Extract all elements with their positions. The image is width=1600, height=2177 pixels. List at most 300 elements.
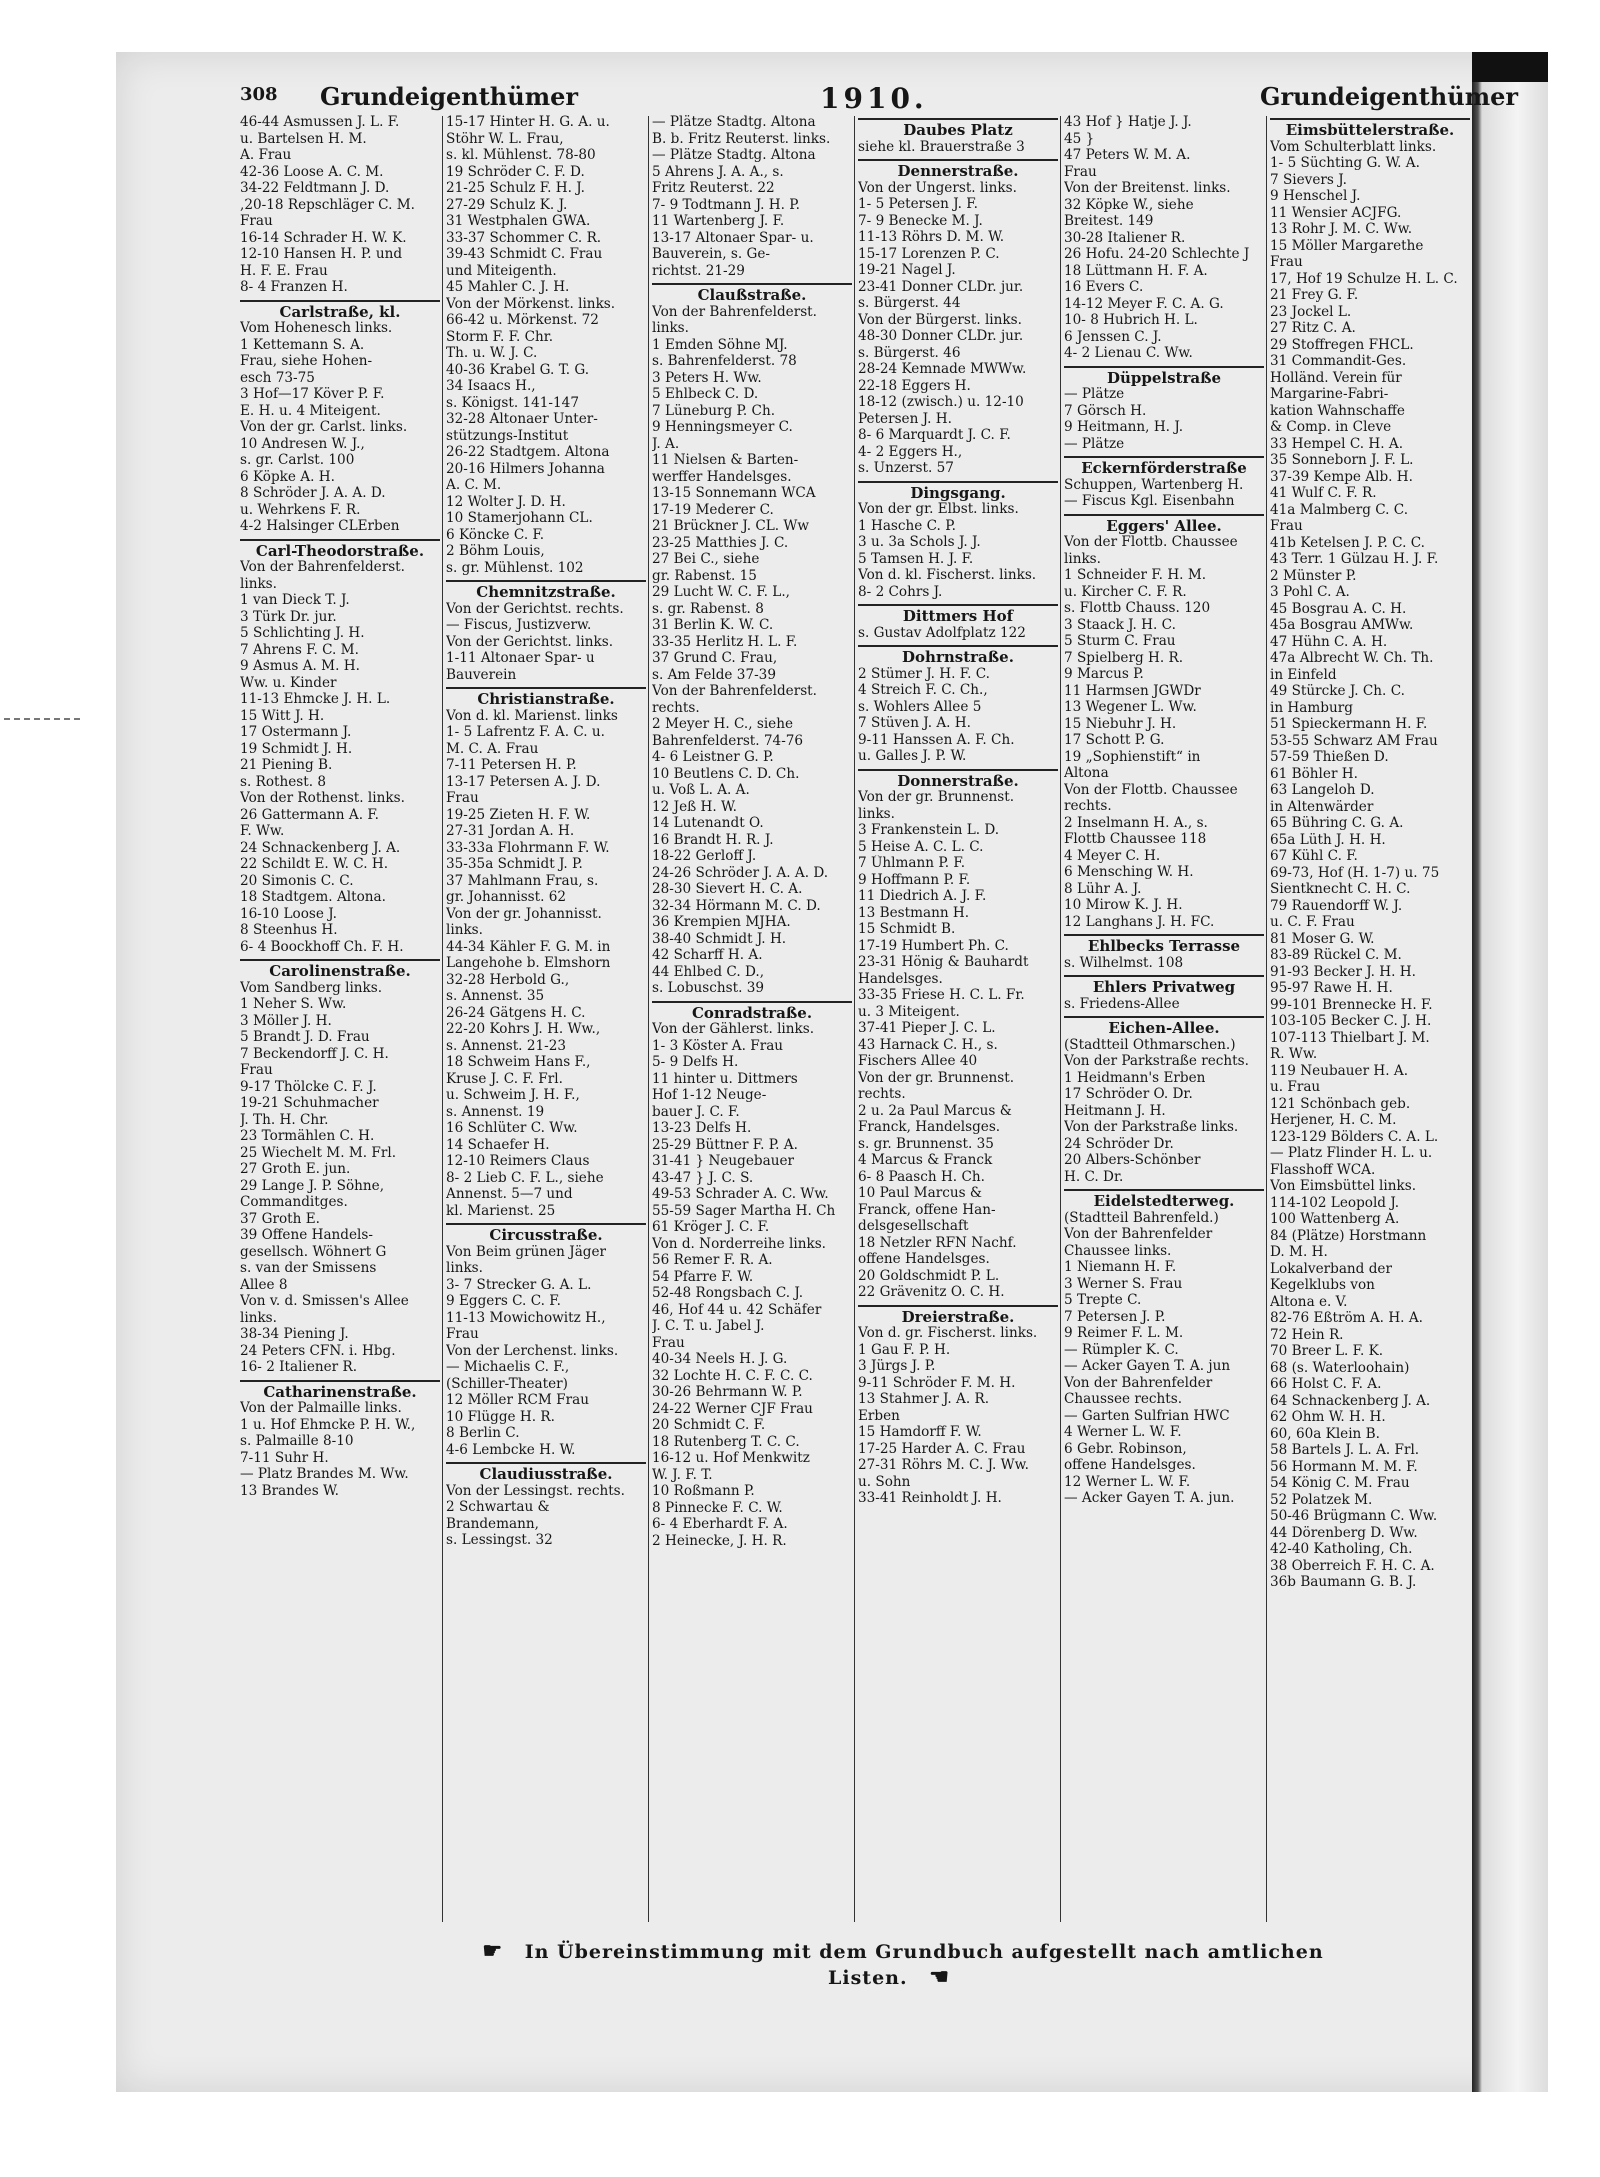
directory-entry: 45 Mahler C. J. H. <box>446 279 570 295</box>
directory-entry: Altona <box>1064 765 1109 781</box>
directory-entry: Handelsges. <box>858 970 943 987</box>
directory-entry: s. Flottb Chauss. 120 <box>1064 600 1211 616</box>
directory-entry: 7-11 Petersen H. P. <box>446 757 577 773</box>
directory-entry: 26-22 Stadtgem. Altona <box>446 444 610 460</box>
directory-entry: 1- 5 Petersen J. F. <box>858 196 978 212</box>
directory-entry: J. Th. H. Chr. <box>240 1111 329 1128</box>
directory-entry: 1- 5 Süchting G. W. A. <box>1270 155 1420 171</box>
directory-entry: 15 Hamdorff F. W. <box>858 1424 982 1440</box>
directory-entry: links. <box>240 575 277 592</box>
directory-entry: 11 Nielsen & Barten- <box>652 452 799 468</box>
directory-entry: 72 Hein R. <box>1270 1326 1344 1343</box>
directory-entry: Von der gr. Brunnenst. <box>858 789 1015 805</box>
directory-entry: M. C. A. Frau <box>446 740 539 757</box>
directory-entry: 9-11 Schröder F. M. H. <box>858 1374 1016 1391</box>
directory-entry: in Einfeld <box>1270 666 1337 683</box>
directory-entry: 52-48 Rongsbach C. J. <box>652 1285 804 1301</box>
directory-entry: Von der Lessingst. rechts. <box>446 1482 625 1499</box>
directory-entry: 20 Goldschmidt P. L. <box>858 1267 1000 1284</box>
directory-entry: 11-13 Ehmcke J. H. L. <box>240 691 391 707</box>
street-heading: Dohrnstraße. <box>858 645 1058 666</box>
directory-entry: Storm F. F. Chr. <box>446 328 554 345</box>
directory-entry: 70 Breer L. F. K. <box>1270 1343 1384 1359</box>
directory-entry: 1- 3 Köster A. Frau <box>652 1037 784 1054</box>
directory-entry: 13 Rohr J. M. C. Ww. <box>1270 221 1413 237</box>
directory-entry: 28-30 Sievert H. C. A. <box>652 881 803 897</box>
directory-entry: offene Handelsges. <box>1064 1457 1196 1473</box>
directory-column-2 <box>446 114 646 1924</box>
directory-entry: 5 Ahrens J. A. A., s. <box>652 163 784 180</box>
directory-entry: 119 Neubauer H. A. <box>1270 1062 1409 1079</box>
directory-entry: 25 Wiechelt M. M. Frl. <box>240 1144 397 1161</box>
directory-entry: 99-101 Brennecke H. F. <box>1270 996 1433 1013</box>
pointing-hand-left-icon: ☛ <box>482 1938 504 1964</box>
directory-entry: Von der Breitenst. links. <box>1064 180 1231 196</box>
footer-text: In Übereinstimmung mit dem Grundbuch aufgestellt nach amtlichen Listen. <box>524 1941 1324 1989</box>
directory-entry: 34 Isaacs H., <box>446 378 536 394</box>
directory-entry: Breitest. 149 <box>1064 213 1154 229</box>
directory-entry: 6 Gebr. Robinson, <box>1064 1440 1187 1457</box>
directory-entry: kation Wahnschaffe <box>1270 402 1405 419</box>
directory-entry: 5- 9 Delfs H. <box>652 1054 739 1070</box>
directory-entry: 10 Flügge H. R. <box>446 1408 555 1425</box>
directory-entry: 9 Hoffmann P. F. <box>858 871 971 888</box>
directory-entry: 14 Schaefer H. <box>446 1136 550 1153</box>
directory-entry: 4 Streich F. C. Ch., <box>858 682 988 698</box>
directory-entry: 47a Albrecht W. Ch. Th. <box>1270 650 1434 666</box>
directory-entry: 9 Marcus P. <box>1064 666 1144 682</box>
directory-entry: 123-129 Bölders C. A. L. <box>1270 1128 1439 1145</box>
directory-entry: Von der Bahrenfelder <box>1064 1226 1213 1242</box>
directory-entry: Von der Lerchenst. links. <box>446 1342 619 1359</box>
directory-entry: Bahrenfelderst. 74-76 <box>652 732 804 749</box>
directory-entry: 26-24 Gätgens H. C. <box>446 1004 586 1021</box>
directory-entry: 21 Frey G. F. <box>1270 287 1359 303</box>
directory-entry: 16-12 u. Hof Menkwitz <box>652 1450 810 1466</box>
directory-entry: 4- 2 Lienau C. Ww. <box>1064 345 1193 361</box>
directory-entry: s. Königst. 141-147 <box>446 394 579 411</box>
directory-entry: 12 Langhans J. H. FC. <box>1064 913 1215 930</box>
directory-entry: 13-15 Sonnemann WCA <box>652 485 816 501</box>
column-rule <box>1060 116 1061 1922</box>
directory-entry: 67 Kühl C. F. <box>1270 848 1358 864</box>
street-heading: Eggers' Allee. <box>1064 514 1264 535</box>
directory-entry: 45 Bosgrau A. C. H. <box>1270 600 1407 617</box>
directory-entry: 1 Neher S. Ww. <box>240 996 347 1012</box>
directory-entry: 8 Steenhus H. <box>240 922 338 938</box>
directory-entry: 6 Köncke C. F. <box>446 526 545 543</box>
directory-entry: 6- 4 Eberhardt F. A. <box>652 1516 788 1532</box>
directory-entry: 41b Ketelsen J. P. C. C. <box>1270 534 1425 551</box>
directory-entry: 56 Remer F. R. A. <box>652 1252 773 1268</box>
directory-entry: u. 3 Miteigent. <box>858 1003 960 1020</box>
directory-entry: s. Palmaille 8-10 <box>240 1433 354 1449</box>
directory-column-1 <box>240 114 440 1924</box>
directory-entry: Frau, siehe Hohen- <box>240 353 373 369</box>
directory-entry: 51 Spieckermann H. F. <box>1270 716 1428 732</box>
directory-entry: 3 Pohl C. A. <box>1270 584 1350 600</box>
directory-entry: 3 Hof—17 Köver P. F. <box>240 386 385 402</box>
directory-entry: s. Wilhelmst. 108 <box>1064 954 1184 971</box>
directory-entry: 9 Heitmann, H. J. <box>1064 419 1184 435</box>
directory-entry: 46-44 Asmussen J. L. F. <box>240 114 400 130</box>
directory-entry: 27-31 Jordan A. H. <box>446 823 575 839</box>
directory-entry: Von der Parkstraße links. <box>1064 1119 1239 1135</box>
directory-column-5 <box>1064 114 1264 1924</box>
directory-entry: 19 Schmidt J. H. <box>240 740 353 757</box>
page-number: 308 <box>240 84 278 105</box>
directory-entry: 24 Schnackenberg J. A. <box>240 839 401 856</box>
directory-entry: 79 Rauendorff W. J. <box>1270 897 1403 914</box>
directory-entry: 12-10 Reimers Claus <box>446 1153 590 1169</box>
directory-entry: 5 Brandt J. D. Frau <box>240 1029 370 1045</box>
street-heading: Ehlers Privatweg <box>1064 975 1264 996</box>
directory-entry: 81 Moser G. W. <box>1270 930 1375 947</box>
directory-entry: 12 Möller RCM Frau <box>446 1392 589 1408</box>
street-heading: Dreierstraße. <box>858 1305 1058 1326</box>
directory-entry: 31 Berlin K. W. C. <box>652 617 774 633</box>
directory-entry: Commanditges. <box>240 1194 348 1210</box>
directory-entry: Vom Sandberg links. <box>240 979 383 996</box>
street-heading: Catharinenstraße. <box>240 1380 440 1401</box>
directory-entry: 10 Stamerjohann CL. <box>446 510 593 526</box>
directory-entry: 16- 2 Italiener R. <box>240 1359 358 1375</box>
directory-entry: 29 Lucht W. C. F. L., <box>652 584 790 600</box>
directory-entry: 21-25 Schulz F. H. J. <box>446 180 585 196</box>
street-heading: Eimsbüttelerstraße. <box>1270 118 1470 139</box>
street-heading: Carolinenstraße. <box>240 959 440 980</box>
directory-column-6 <box>1270 114 1470 1924</box>
directory-entry: 26 Hofu. 24-20 Schlechte J <box>1064 246 1250 262</box>
directory-entry: D. M. H. <box>1270 1244 1328 1260</box>
directory-entry: 4- 2 Eggers H., <box>858 443 963 460</box>
directory-entry: 23-41 Donner CLDr. jur. <box>858 278 1024 295</box>
directory-entry: 3 Werner S. Frau <box>1064 1275 1183 1292</box>
directory-entry: 1 u. Hof Ehmcke P. H. W., <box>240 1416 416 1433</box>
directory-entry: Von Eimsbüttel links. <box>1270 1178 1417 1194</box>
column-rule <box>648 116 649 1922</box>
directory-entry: 52 Polatzek M. <box>1270 1491 1373 1508</box>
directory-entry: 41a Malmberg C. C. <box>1270 501 1409 518</box>
directory-entry: 1- 5 Lafrentz F. A. C. u. <box>446 724 605 740</box>
directory-entry: 6 Köpke A. H. <box>240 468 335 485</box>
directory-entry: 26 Gattermann A. F. <box>240 806 379 823</box>
page-header <box>240 76 1518 116</box>
directory-entry: 65a Lüth J. H. H. <box>1270 831 1386 848</box>
directory-entry: 1 Hasche C. P. <box>858 517 956 534</box>
directory-entry: s. Gustav Adolfplatz 122 <box>858 624 1026 641</box>
directory-entry: 23 Jockel L. <box>1270 303 1352 320</box>
directory-column-3 <box>652 114 852 1924</box>
directory-entry: 5 Sturm C. Frau <box>1064 633 1176 649</box>
directory-entry: 61 Kröger J. C. F. <box>652 1219 770 1235</box>
directory-entry: 17 Schröder O. Dr. <box>1064 1086 1193 1102</box>
street-heading: Claußstraße. <box>652 283 852 304</box>
directory-entry: 48-30 Donner CLDr. jur. <box>858 328 1024 344</box>
directory-entry: 100 Wattenberg A. <box>1270 1211 1400 1227</box>
directory-entry: 8- 2 Cohrs J. <box>858 583 943 600</box>
directory-entry: 44 Ehlbed C. D., <box>652 963 765 980</box>
directory-entry: s. Bürgerst. 44 <box>858 295 961 311</box>
street-heading: Eidelstedterweg. <box>1064 1189 1264 1210</box>
directory-entry: 2 Inselmann H. A., s. <box>1064 814 1208 831</box>
directory-entry: 11 Wartenberg J. F. <box>652 213 785 229</box>
directory-entry: & Comp. in Cleve <box>1270 419 1392 435</box>
directory-entry: 30-26 Behrmann W. P. <box>652 1384 803 1400</box>
directory-entry: rechts. <box>858 1086 906 1102</box>
directory-entry: 9 Henschel J. <box>1270 188 1361 204</box>
directory-entry: 17-25 Harder A. C. Frau <box>858 1440 1026 1457</box>
directory-entry: 10 Beutlens C. D. Ch. <box>652 765 800 782</box>
directory-entry: 39-43 Schmidt C. Frau <box>446 246 603 262</box>
directory-entry: 28-24 Kemnade MWWw. <box>858 361 1027 377</box>
directory-entry: A. C. M. <box>446 477 502 493</box>
directory-entry: 13-23 Delfs H. <box>652 1120 752 1136</box>
directory-entry: Von der Gerichtst. links. <box>446 633 614 650</box>
directory-entry: u. Schweim J. H. F., <box>446 1087 580 1103</box>
directory-entry: Von der Parkstraße rechts. <box>1064 1053 1249 1069</box>
directory-entry: 43-47 } J. C. S. <box>652 1169 754 1186</box>
directory-entry: 84 (Plätze) Horstmann <box>1270 1227 1427 1244</box>
directory-entry: 22 Grävenitz O. C. H. <box>858 1284 1005 1300</box>
directory-entry: delsgesellschaft <box>858 1218 969 1234</box>
page-edge <box>1472 52 1548 2092</box>
directory-entry: 33-35 Herlitz H. L. F. <box>652 633 798 650</box>
directory-entry: — Plätze Stadtg. Altona <box>652 114 816 130</box>
directory-entry: siehe kl. Brauerstraße 3 <box>858 138 1025 155</box>
directory-entry: 15 Möller Margarethe <box>1270 237 1424 254</box>
directory-entry: 17 Ostermann J. <box>240 724 352 740</box>
directory-entry: — Michaelis C. F., <box>446 1359 570 1375</box>
street-heading: Düppelstraße <box>1064 366 1264 387</box>
directory-entry: 7 Sievers J. <box>1270 171 1347 188</box>
directory-entry: W. J. F. T. <box>652 1466 713 1483</box>
directory-entry: s. Annenst. 21-23 <box>446 1037 567 1054</box>
directory-entry: 2 u. 2a Paul Marcus & <box>858 1102 1012 1119</box>
directory-entry: Von der gr. Brunnenst. <box>858 1069 1015 1086</box>
directory-entry: — Rümpler K. C. <box>1064 1341 1179 1358</box>
column-rule <box>1266 116 1267 1922</box>
directory-entry: 40-34 Neels H. J. G. <box>652 1351 788 1367</box>
directory-entry: 6 Jenssen C. J. <box>1064 328 1162 345</box>
directory-entry: 3 Möller J. H. <box>240 1012 332 1029</box>
directory-entry: 20 Simonis C. C. <box>240 872 354 889</box>
directory-entry: rechts. <box>652 699 700 716</box>
directory-entry: s. kl. Mühlenst. 78-80 <box>446 147 596 163</box>
directory-entry: 2 Stümer J. H. F. C. <box>858 665 990 682</box>
directory-entry: 17 Schott P. G. <box>1064 732 1165 748</box>
directory-entry: 19-25 Zieten H. F. W. <box>446 806 591 823</box>
directory-entry: 15-17 Hinter H. G. A. u. <box>446 114 610 130</box>
street-heading: Dennerstraße. <box>858 159 1058 180</box>
directory-entry: 18 Netzler RFN Nachf. <box>858 1234 1017 1251</box>
directory-entry: 23-25 Matthies J. C. <box>652 534 789 551</box>
directory-entry: Erben <box>858 1407 900 1424</box>
directory-entry: 3 Staack J. H. C. <box>1064 616 1176 633</box>
directory-entry: 9-17 Thölcke C. F. J. <box>240 1078 377 1095</box>
directory-entry: s. Friedens-Allee <box>1064 995 1180 1012</box>
directory-entry: u. Galles J. P. W. <box>858 748 967 764</box>
directory-entry: u. Bartelsen H. M. <box>240 130 367 147</box>
directory-entry: Von der gr. Johannisst. <box>446 905 602 922</box>
directory-entry: Franck, Handelsges. <box>858 1119 1001 1135</box>
directory-entry: 5 Ehlbeck C. D. <box>652 386 759 402</box>
directory-entry: 18-12 (zwisch.) u. 12-10 <box>858 394 1024 410</box>
directory-entry: R. Ww. <box>1270 1046 1318 1062</box>
directory-entry: 37 Mahlmann Frau, s. <box>446 872 599 889</box>
directory-entry: s. gr. Mühlenst. 102 <box>446 559 584 576</box>
directory-entry: 9 Henningsmeyer C. <box>652 419 793 435</box>
directory-entry: 3 Jürgs J. P. <box>858 1358 936 1374</box>
directory-entry: 10 Mirow K. J. H. <box>1064 897 1183 913</box>
directory-entry: 23-31 Hönig & Bauhardt <box>858 954 1029 970</box>
directory-entry: Th. u. W. J. C. <box>446 345 538 361</box>
street-heading: Claudiusstraße. <box>446 1462 646 1483</box>
directory-entry: Von der Bürgerst. links. <box>858 311 1022 328</box>
directory-entry: 2 Heinecke, J. H. R. <box>652 1532 787 1549</box>
directory-entry: 11 hinter u. Dittmers <box>652 1070 798 1087</box>
directory-entry: 17-19 Humbert Ph. C. <box>858 937 1009 954</box>
directory-entry: 18 Stadtgem. Altona. <box>240 889 386 905</box>
directory-entry: u. Kircher C. F. R. <box>1064 583 1187 600</box>
directory-entry: Herjener, H. C. M. <box>1270 1112 1397 1128</box>
directory-entry: 12 Werner L. W. F. <box>1064 1473 1191 1490</box>
directory-entry: 27-29 Schulz K. J. <box>446 196 568 213</box>
directory-entry: Frau <box>446 1326 479 1342</box>
directory-entry: 114-102 Leopold J. <box>1270 1194 1400 1211</box>
directory-entry: 33-41 Reinholdt J. H. <box>858 1490 1002 1506</box>
directory-entry: 68 (s. Waterloohain) <box>1270 1359 1410 1376</box>
directory-entry: 16 Schlüter C. Ww. <box>446 1120 578 1136</box>
directory-entry: u. Voß L. A. A. <box>652 782 750 798</box>
directory-entry: u. Frau <box>1270 1079 1321 1095</box>
directory-entry: s. Lobuschst. 39 <box>652 980 765 996</box>
directory-entry: Von der Flottb. Chaussee <box>1064 534 1238 550</box>
street-heading: Circusstraße. <box>446 1223 646 1244</box>
header-year: 1910. <box>820 82 928 115</box>
directory-entry: u. Sohn <box>858 1473 911 1490</box>
directory-entry: s. Am Felde 37-39 <box>652 666 776 683</box>
directory-entry: Frau <box>1064 163 1097 180</box>
directory-entry: 17, Hof 19 Schulze H. L. C. <box>1270 270 1458 287</box>
street-heading: Conradstraße. <box>652 1001 852 1022</box>
directory-entry: s. van der Smissens <box>240 1260 377 1276</box>
directory-entry: 30-28 Italiener R. <box>1064 229 1186 246</box>
directory-entry: 32 Köpke W., siehe <box>1064 196 1194 213</box>
directory-entry: — Fiscus Kgl. Eisenbahn <box>1064 493 1235 509</box>
directory-entry: 19-21 Schuhmacher <box>240 1095 379 1111</box>
directory-entry: 18 Schweim Hans F., <box>446 1054 591 1070</box>
directory-entry: richtst. 21-29 <box>652 262 745 279</box>
directory-entry: Frau <box>446 790 479 806</box>
directory-entry: Kruse J. C. F. Frl. <box>446 1070 563 1087</box>
directory-entry: Bauverein, s. Ge- <box>652 246 770 262</box>
directory-entry: 38-40 Schmidt J. H. <box>652 930 787 947</box>
directory-entry: 12-10 Hansen H. P. und <box>240 246 403 262</box>
directory-entry: 1 Niemann H. F. <box>1064 1259 1177 1275</box>
street-heading: Christianstraße. <box>446 687 646 708</box>
directory-entry: 5 Tamsen H. J. F. <box>858 550 974 567</box>
directory-entry: 10 Andresen W. J., <box>240 435 365 452</box>
directory-entry: 16-10 Loose J. <box>240 905 337 922</box>
directory-entry: 27-31 Röhrs M. C. J. Ww. <box>858 1457 1029 1473</box>
directory-entry: Von Beim grünen Jäger <box>446 1243 607 1260</box>
directory-entry: 6- 8 Paasch H. Ch. <box>858 1168 985 1185</box>
directory-entry: Frau <box>652 1334 685 1351</box>
directory-entry: 27 Bei C., siehe <box>652 551 760 567</box>
directory-entry: Brandemann, <box>446 1515 539 1532</box>
directory-entry: 1 Heidmann's Erben <box>1064 1069 1206 1086</box>
directory-entry: 20 Schmidt C. F. <box>652 1417 766 1433</box>
directory-entry: s. gr. Brunnenst. 35 <box>858 1135 994 1152</box>
directory-entry: 7- 9 Todtmann J. H. P. <box>652 196 800 213</box>
directory-entry: — Acker Gayen T. A. jun. <box>1064 1490 1235 1506</box>
directory-entry: 46, Hof 44 u. 42 Schäfer <box>652 1301 822 1318</box>
directory-entry: 83-89 Rückel C. M. <box>1270 947 1402 963</box>
directory-entry: Schuppen, Wartenberg H. <box>1064 476 1244 493</box>
directory-entry: 13 Brandes W. <box>240 1482 339 1499</box>
directory-entry: Chaussee links. <box>1064 1242 1172 1259</box>
directory-entry: Frau <box>1270 254 1303 270</box>
directory-entry: Von der Flottb. Chaussee <box>1064 781 1238 798</box>
directory-entry: H. C. Dr. <box>1064 1168 1124 1185</box>
directory-entry: s. gr. Carlst. 100 <box>240 452 355 468</box>
directory-entry: 34-22 Feldtmann J. D. <box>240 180 390 196</box>
directory-entry: links. <box>446 922 483 938</box>
directory-entry: s. Bahrenfelderst. 78 <box>652 353 797 369</box>
street-heading: Carl-Theodorstraße. <box>240 539 440 560</box>
directory-entry: 12 Wolter J. D. H. <box>446 493 566 510</box>
directory-entry: 29 Lange J. P. Söhne, <box>240 1177 385 1194</box>
directory-entry: 8- 6 Marquardt J. C. F. <box>858 427 1011 443</box>
directory-entry: 43 Terr. 1 Gülzau H. J. F. <box>1270 551 1439 567</box>
directory-entry: Langehohe b. Elmshorn <box>446 955 611 971</box>
directory-entry: 1 van Dieck T. J. <box>240 592 350 608</box>
directory-entry: 16-14 Schrader H. W. K. <box>240 229 407 246</box>
directory-entry: 3 u. 3a Schols J. J. <box>858 534 981 550</box>
directory-entry: 53-55 Schwarz AM Frau <box>1270 732 1438 749</box>
directory-entry: 9 Eggers C. C. F. <box>446 1293 561 1309</box>
directory-entry: 44-34 Kähler F. G. M. in <box>446 938 611 955</box>
directory-entry: 19 „Sophienstift“ in <box>1064 748 1201 765</box>
directory-entry: 22 Schildt E. W. C. H. <box>240 856 389 872</box>
directory-entry: Von d. gr. Fischerst. links. <box>858 1325 1038 1341</box>
directory-entry: 7 Stüven J. A. H. <box>858 715 971 731</box>
directory-entry: E. H. u. 4 Miteigent. <box>240 402 381 419</box>
directory-entry: 54 Pfarre F. W. <box>652 1268 754 1285</box>
directory-entry: A. Frau <box>240 147 292 163</box>
directory-entry: 61 Böhler H. <box>1270 765 1358 782</box>
street-heading: Dingsgang. <box>858 481 1058 502</box>
directory-entry: — Plätze Stadtg. Altona <box>652 147 816 163</box>
directory-entry: Flottb Chaussee 118 <box>1064 831 1207 847</box>
pointing-hand-right-icon: ☚ <box>929 1964 950 1990</box>
directory-entry: 39 Offene Handels- <box>240 1227 373 1243</box>
directory-entry: 2 Böhm Louis, <box>446 543 545 559</box>
directory-entry: 19-21 Nagel J. <box>858 262 956 278</box>
directory-entry: 63 Langeloh D. <box>1270 782 1375 798</box>
directory-entry: s. Wohlers Allee 5 <box>858 698 982 715</box>
directory-entry: Lokalverband der <box>1270 1260 1392 1277</box>
directory-entry: 17-19 Mederer C. <box>652 501 774 518</box>
directory-entry: F. Ww. <box>240 823 285 839</box>
directory-entry: 54 König C. M. Frau <box>1270 1475 1410 1491</box>
directory-entry: offene Handelsges. <box>858 1251 990 1267</box>
header-title-right: Grundeigenthümer <box>1260 82 1518 111</box>
directory-entry: in Hamburg <box>1270 699 1353 716</box>
annotation-sidebar <box>0 0 84 2177</box>
directory-entry: 66-42 u. Mörkenst. 72 <box>446 312 599 328</box>
